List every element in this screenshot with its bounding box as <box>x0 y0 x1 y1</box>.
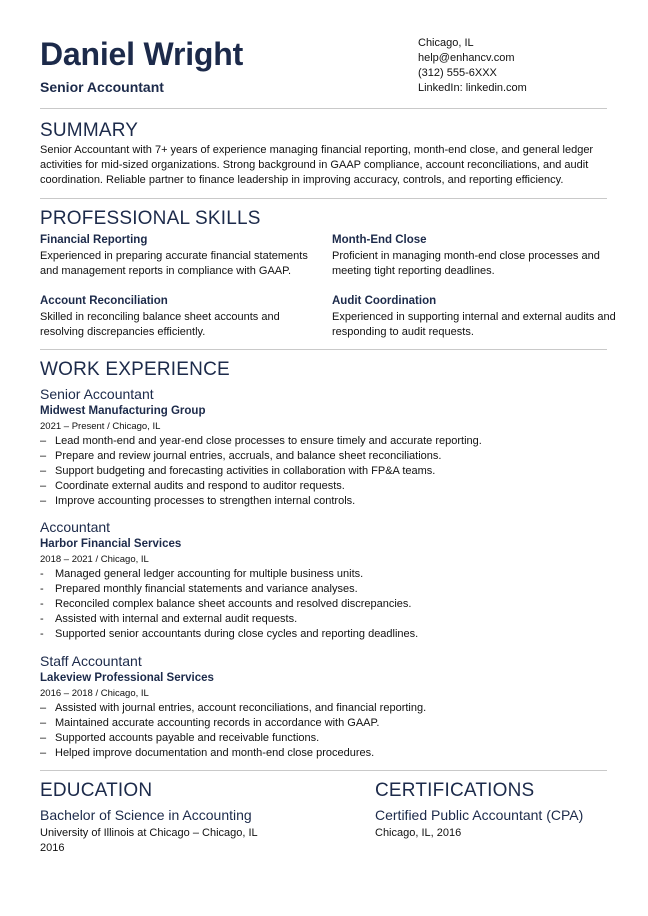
summary-heading: SUMMARY <box>40 120 139 141</box>
divider <box>40 198 607 199</box>
bullet-marker: – <box>40 717 47 729</box>
bullet-item: – Maintained accurate accounting records in accordance with GAAP. <box>40 717 380 729</box>
bullet-marker: - <box>40 568 44 580</box>
bullet-marker: – <box>40 747 47 759</box>
bullet-marker: – <box>40 480 47 492</box>
job-title: Accountant <box>40 519 111 535</box>
job-title: Staff Accountant <box>40 653 142 669</box>
bullet-item: – Support budgeting and forecasting activities in collaboration with FP&A teams. <box>40 465 436 477</box>
skill-item <box>332 294 617 340</box>
education-school: University of Illinois at Chicago – Chicago, IL <box>40 827 258 839</box>
summary-text: Senior Accountant with 7+ years of experience managing financial reporting, month-end close, and general ledger activities for mid-sized organizations. Strong background in GAAP compliance, account reconciliations, and audit coordination. Reliable partner to finance leadership in improving accuracy, controls, and reporting efficiency. <box>40 144 594 186</box>
bullet-marker: – <box>40 495 47 507</box>
candidate-name: Daniel Wright <box>40 36 244 72</box>
bullet-marker: - <box>40 628 44 640</box>
bullet-item: – Coordinate external audits and respond to auditor requests. <box>40 480 345 492</box>
job-dates-location: 2018 – 2021 / Chicago, IL <box>40 554 149 565</box>
education-heading: EDUCATION <box>40 780 153 801</box>
candidate-role: Senior Accountant <box>40 79 164 95</box>
contact-city: Chicago, IL <box>418 37 474 49</box>
skill-item <box>40 233 325 279</box>
job-bullets <box>40 567 600 642</box>
job-dates-location: 2021 – Present / Chicago, IL <box>40 421 161 432</box>
bullet-item: – Improve accounting processes to strengthen internal controls. <box>40 495 356 507</box>
certification-detail: Chicago, IL, 2016 <box>375 827 462 839</box>
skill-description: Skilled in reconciling balance sheet accounts and resolving discrepancies efficiently. <box>40 311 280 338</box>
resume-header <box>40 36 608 96</box>
job-title: Senior Accountant <box>40 386 154 402</box>
bullet-item: - Prepared monthly financial statements and variance analyses. <box>40 583 358 595</box>
divider <box>40 108 607 109</box>
bullet-marker: – <box>40 732 47 744</box>
bullet-item: – Prepare and review journal entries, accruals, and balance sheet reconciliations. <box>40 450 442 462</box>
skill-item <box>40 294 325 340</box>
skill-item <box>332 233 617 279</box>
skill-name: Audit Coordination <box>332 295 437 307</box>
divider <box>40 770 607 771</box>
job-entry <box>40 385 600 509</box>
bullet-item: - Assisted with internal and external audit requests. <box>40 613 298 625</box>
education-year: 2016 <box>40 842 65 854</box>
contact-email[interactable]: help@enhancv.com <box>418 52 515 64</box>
bullet-marker: – <box>40 702 47 714</box>
bullet-marker: – <box>40 465 47 477</box>
job-company: Harbor Financial Services <box>40 538 182 550</box>
bullet-marker: - <box>40 598 44 610</box>
skills-heading: PROFESSIONAL SKILLS <box>40 208 261 229</box>
bullet-item: – Supported accounts payable and receivable functions. <box>40 732 320 744</box>
skill-name: Month-End Close <box>332 234 427 246</box>
bullet-item: - Managed general ledger accounting for multiple business units. <box>40 568 364 580</box>
job-company: Midwest Manufacturing Group <box>40 405 206 417</box>
experience-heading: WORK EXPERIENCE <box>40 359 230 380</box>
job-entry <box>40 518 600 642</box>
skill-description: Experienced in supporting internal and external audits and responding to audit requests. <box>332 311 616 338</box>
education-section <box>40 780 340 856</box>
bullet-item: – Lead month-end and year-end close processes to ensure timely and accurate reporting. <box>40 435 482 447</box>
job-bullets <box>40 701 600 761</box>
certification-name: Certified Public Accountant (CPA) <box>375 807 584 823</box>
certifications-heading: CERTIFICATIONS <box>375 780 535 801</box>
contact-block <box>418 36 527 96</box>
skill-name: Financial Reporting <box>40 234 148 246</box>
certifications-section <box>375 780 608 841</box>
education-degree: Bachelor of Science in Accounting <box>40 807 252 823</box>
bullet-marker: – <box>40 450 47 462</box>
skill-description: Proficient in managing month-end close processes and meeting tight reporting deadlines. <box>332 250 600 277</box>
bullet-marker: – <box>40 435 47 447</box>
bullet-marker: - <box>40 613 44 625</box>
divider <box>40 349 607 350</box>
bullet-item: – Assisted with journal entries, account reconciliations, and financial reporting. <box>40 702 427 714</box>
job-company: Lakeview Professional Services <box>40 672 214 684</box>
job-entry <box>40 652 600 761</box>
job-dates-location: 2016 – 2018 / Chicago, IL <box>40 688 149 699</box>
contact-linkedin[interactable]: LinkedIn: linkedin.com <box>418 82 527 94</box>
skill-description: Experienced in preparing accurate financial statements and management reports in compliance with GAAP. <box>40 250 308 277</box>
job-bullets <box>40 434 600 509</box>
bullet-item: - Reconciled complex balance sheet accounts and resolved discrepancies. <box>40 598 412 610</box>
contact-phone: (312) 555-6XXX <box>418 67 497 79</box>
bullet-marker: - <box>40 583 44 595</box>
bullet-item: - Supported senior accountants during close cycles and reporting deadlines. <box>40 628 419 640</box>
skill-name: Account Reconciliation <box>40 295 168 307</box>
bullet-item: – Helped improve documentation and month-end close procedures. <box>40 747 375 759</box>
